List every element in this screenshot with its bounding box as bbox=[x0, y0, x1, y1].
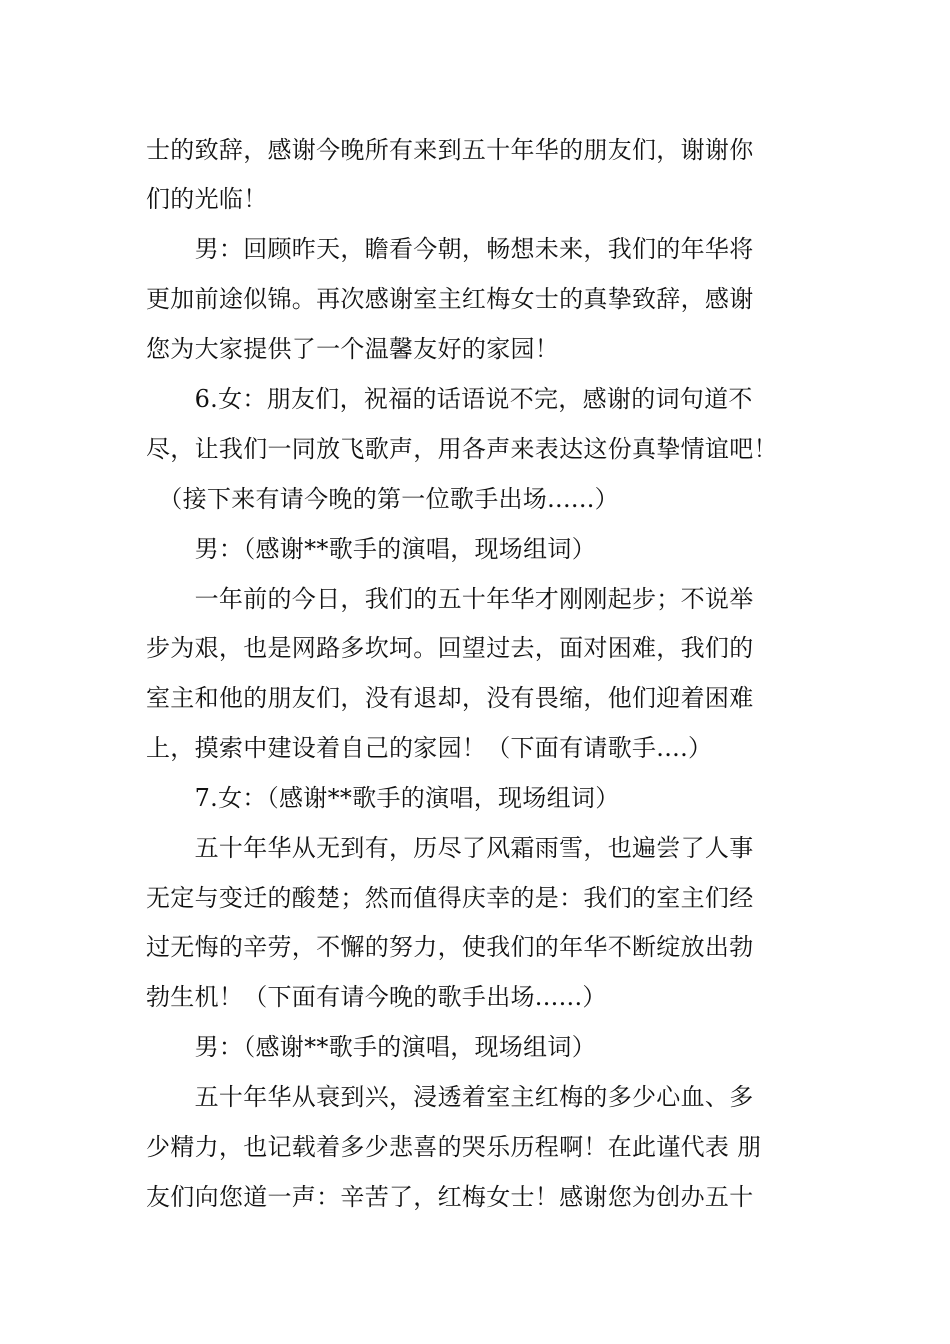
text-line: 过无悔的辛劳，不懈的努力，使我们的年华不断绽放出勃 bbox=[146, 933, 754, 961]
text-line: 们的光临！ bbox=[146, 185, 268, 213]
text-line: 您为大家提供了一个温馨友好的家园！ bbox=[146, 335, 560, 363]
text-line: 士的致辞，感谢今晚所有来到五十年华的朋友们，谢谢你 bbox=[146, 136, 754, 164]
text-line: 男：（感谢**歌手的演唱，现场组词） bbox=[146, 1033, 596, 1061]
text-line: 勃生机！（下面有请今晚的歌手出场......） bbox=[146, 983, 607, 1011]
text-line: 五十年华从无到有，历尽了风霜雨雪，也遍尝了人事 bbox=[146, 834, 754, 862]
text-line: （接下来有请今晚的第一位歌手出场......） bbox=[146, 485, 619, 513]
text-line: 一年前的今日，我们的五十年华才刚刚起步；不说举 bbox=[146, 585, 754, 613]
text-line: 五十年华从衰到兴，浸透着室主红梅的多少心血、多 bbox=[146, 1083, 754, 1111]
text-line: 无定与变迁的酸楚；然而值得庆幸的是：我们的室主们经 bbox=[146, 884, 754, 912]
text-line: 6.女：朋友们，祝福的话语说不完，感谢的词句道不 bbox=[146, 385, 753, 413]
text-line: 步为艰，也是网路多坎坷。回望过去，面对困难，我们的 bbox=[146, 634, 754, 662]
text-line: 7.女：（感谢**歌手的演唱，现场组词） bbox=[146, 784, 620, 812]
text-line: 少精力，也记载着多少悲喜的哭乐历程啊！在此谨代表 朋 bbox=[146, 1133, 762, 1161]
text-line: 上，摸索中建设着自己的家园！（下面有请歌手....） bbox=[146, 734, 713, 762]
text-line: 男：回顾昨天，瞻看今朝，畅想未来，我们的年华将 bbox=[146, 235, 754, 263]
text-line: 男：（感谢**歌手的演唱，现场组词） bbox=[146, 535, 596, 563]
text-line: 尽，让我们一同放飞歌声，用各声来表达这份真挚情谊吧！ bbox=[146, 435, 778, 463]
text-line: 室主和他的朋友们，没有退却，没有畏缩，他们迎着困难 bbox=[146, 684, 754, 712]
text-line: 更加前途似锦。再次感谢室主红梅女士的真挚致辞，感谢 bbox=[146, 285, 754, 313]
text-line: 友们向您道一声：辛苦了，红梅女士！感谢您为创办五十 bbox=[146, 1183, 754, 1211]
